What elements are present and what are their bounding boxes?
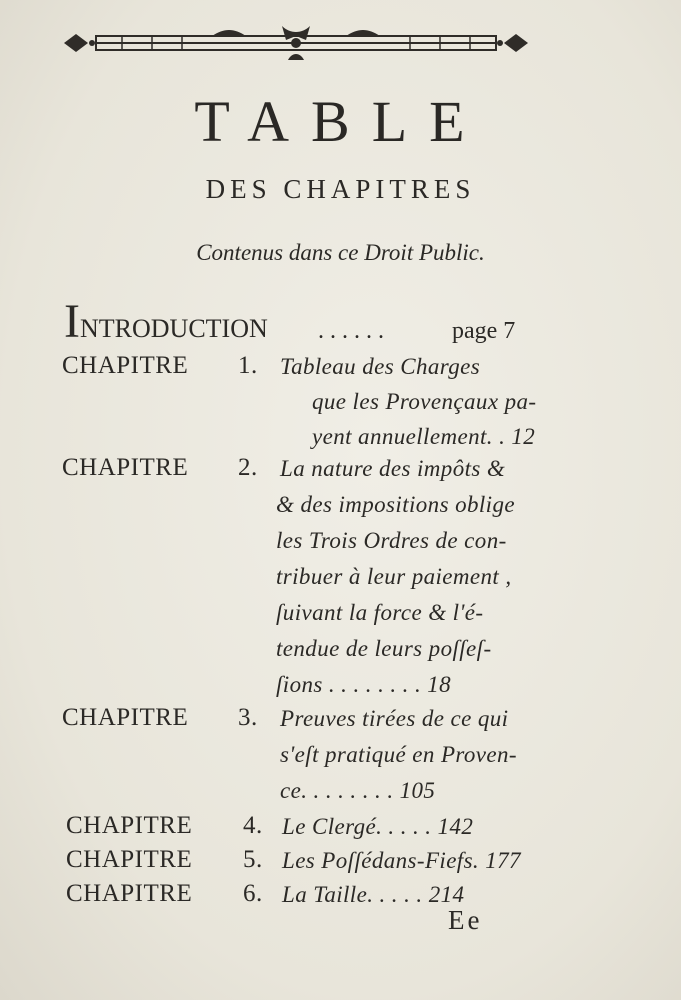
chapter-title-line: yent annuellement. . 12 (312, 424, 536, 449)
chapter-label: CHAPITRE (66, 846, 193, 873)
chapter-label: CHAPITRE (66, 812, 193, 839)
chapter-title-line: tendue de leurs poſſeſ- (276, 636, 492, 661)
intro-initial: I (64, 295, 80, 348)
chapter-number: 2. (238, 454, 258, 481)
chapter-title-line: La Taille. . . . . 214 (282, 882, 465, 907)
intro-heading: NTRODUCTION (79, 314, 268, 343)
chapter-number: 6. (243, 880, 263, 907)
chapter-number: 4. (243, 812, 263, 839)
page-title: TABLE (194, 89, 487, 154)
chapter-number: 3. (238, 704, 258, 731)
chapter-title-line: ce. . . . . . . . 105 (280, 778, 436, 803)
signature-mark: Ee (448, 905, 483, 935)
chapter-title-line: tribuer à leur paiement , (276, 564, 512, 589)
chapter-number: 5. (243, 846, 263, 873)
chapter-label: CHAPITRE (62, 704, 189, 731)
chapter-label: CHAPITRE (62, 454, 189, 481)
intro-page: page 7 (452, 318, 516, 344)
page-subtitle: DES CHAPITRES (205, 174, 476, 204)
chapter-title-line: Les Poſſédans-Fiefs. 177 (282, 848, 521, 873)
chapter-number: 1. (238, 352, 258, 379)
chapter-title-line: les Trois Ordres de con- (276, 528, 507, 553)
intro-leader: . . . . . . (318, 318, 384, 344)
chapter-title-line: ſions . . . . . . . . 18 (276, 672, 452, 697)
chapter-title-line: & des impositions oblige (276, 492, 515, 517)
chapter-title-line: Preuves tirées de ce qui (280, 706, 509, 731)
introduction-entry (64, 295, 268, 348)
contents-line: Contenus dans ce Droit Public. (196, 240, 485, 265)
ornament-headpiece-icon (62, 22, 530, 64)
chapter-title-line: ſuivant la force & l'é- (276, 600, 484, 625)
chapter-label: CHAPITRE (62, 352, 189, 379)
chapter-title-line: s'eſt pratiqué en Proven- (280, 742, 517, 767)
chapter-title-line: Tableau des Charges (280, 354, 481, 379)
chapter-title-line: La nature des impôts & (280, 456, 506, 481)
chapter-title-line: que les Provençaux pa- (312, 389, 537, 414)
chapter-label: CHAPITRE (66, 880, 193, 907)
chapter-title-line: Le Clergé. . . . . 142 (282, 814, 474, 839)
